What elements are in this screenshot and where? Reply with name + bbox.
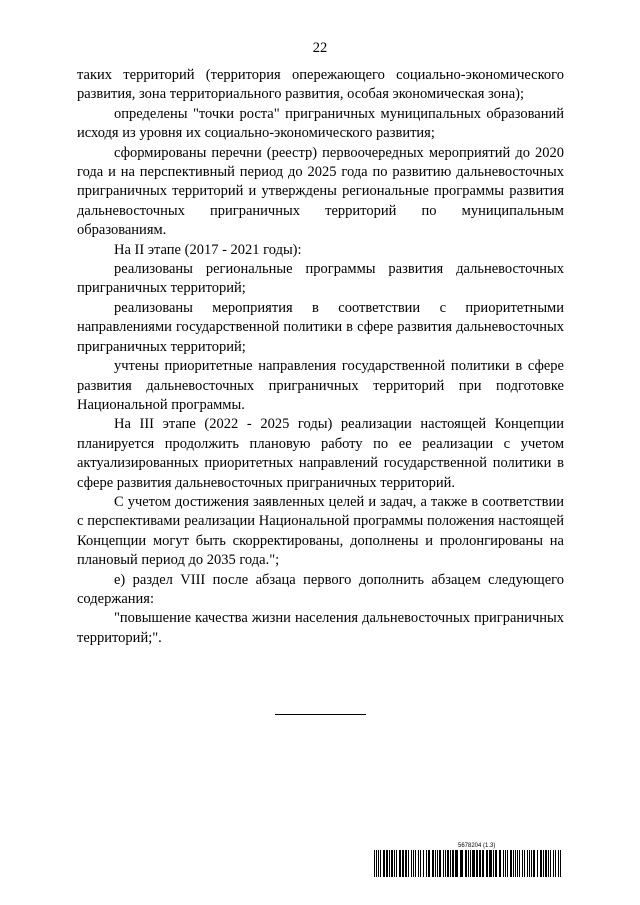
paragraph-continuation: таких территорий (территория опережающего социально-экономического развития, зона территориального развития, особая экономическая зона); [77,67,564,103]
page-number: 22 [312,40,328,56]
stage-heading: На II этапе (2017 - 2021 годы): [114,241,302,258]
paragraph: определены "точки роста" приграничных муниципальных образований исходя из уровня их социально-экономического развития; [77,105,564,142]
paragraph: реализованы мероприятия в соответствии с приоритетными направлениями государственной политики в сфере развития дальневосточных приграничных территорий; [77,299,564,355]
quoted-paragraph: "повышение качества жизни населения дальневосточных приграничных территорий;". [77,610,564,646]
document-body [77,66,564,648]
amendment-paragraph: е) раздел VIII после абзаца первого дополнить абзацем следующего содержания: [77,571,564,607]
paragraph: сформированы перечни (реестр) первоочередных мероприятий до 2020 года и на перспективный период до 2025 года по развитию дальневосточных приграничных территорий и утверждены региональные программы развития дальневосточных приграничных территорий по муниципальным образованиям. [77,144,564,239]
separator-line [275,714,366,715]
paragraph: С учетом достижения заявленных целей и задач, а также в соответствии с перспективами реализации Национальной программы положения настоящей Концепции могут быть скорректированы, дополнены и пролонгированы на плановый период до 2035 года."; [77,493,564,569]
barcode-caption: 5678204 (1.3) [458,843,496,849]
barcode [374,850,564,877]
paragraph: учтены приоритетные направления государственной политики в сфере развития дальневосточных приграничных территорий при подготовке Национальной программы. [77,358,564,413]
paragraph: На III этапе (2022 - 2025 годы) реализации настоящей Концепции планируется продолжить плановую работу по ее реализации с учетом актуализированных приоритетных направлений государственной политики в сфере развития дальневосточных приграничных территорий. [77,416,564,491]
paragraph: реализованы региональные программы развития дальневосточных приграничных территорий; [77,261,564,297]
